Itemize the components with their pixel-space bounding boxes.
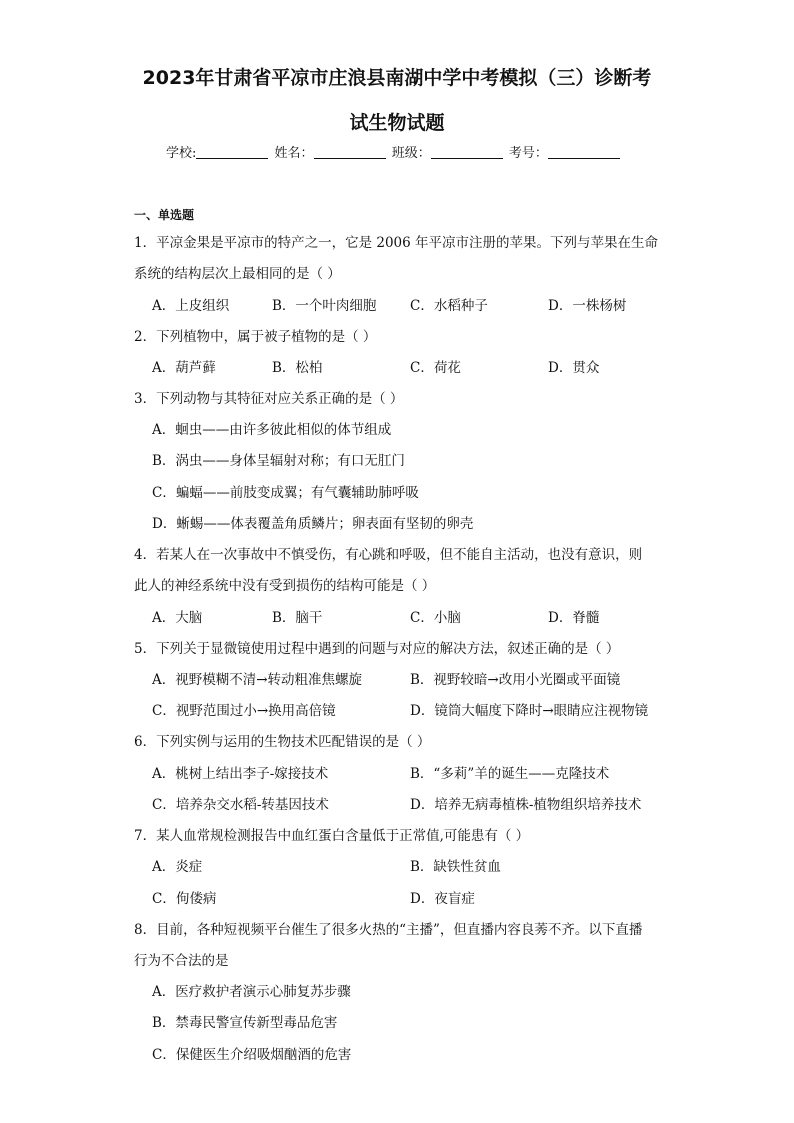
section-heading: 一、单选题 [134,208,195,222]
question-1-option-c: C．水稻种子 [410,298,488,314]
question-4-option-d: D．脊髓 [548,610,600,626]
question-2-option-c: C．荷花 [410,360,461,376]
question-7-option-c: C．佝偻病 [152,891,217,907]
question-8-option-a: A．医疗救护者演示心肺复苏步骤 [152,984,351,1000]
question-7-option-b: B．缺铁性贫血 [410,859,501,875]
question-2-option-b: B．松柏 [272,360,323,376]
question-3-option-b: B．涡虫——身体呈辐射对称；有口无肛门 [152,453,405,469]
question-2-option-a: A．葫芦藓 [152,360,216,376]
question-4-option-a: A．大脑 [152,610,203,626]
number-label: 考号： [508,146,548,161]
question-6-option-d: D．培养无病毒植株-植物组织培养技术 [410,797,642,813]
question-7-option-d: D．夜盲症 [410,891,475,907]
question-6-line-1: 6．下列实例与运用的生物技术匹配错误的是（ ） [134,734,431,750]
question-5-option-b: B．视野较暗→改用小光圈或平面镜 [410,672,621,688]
question-8-line-2: 行为不合法的是 [134,953,229,969]
question-2-option-d: D．贯众 [548,360,600,376]
page-title-line2: 试生物试题 [349,112,445,134]
question-3-line-1: 3．下列动物与其特征对应关系正确的是（ ） [134,391,404,407]
question-6-option-c: C．培养杂交水稻-转基因技术 [152,797,329,813]
school-label: 学校: [166,146,197,161]
question-4-line-1: 4．若某人在一次事故中不慎受伤，有心跳和呼吸，但不能自主活动，也没有意识，则 [134,547,643,563]
page-title-line1: 2023年甘肃省平凉市庄浪县南湖中学中考模拟（三）诊断考 [142,67,652,89]
question-1-option-d: D．一株杨树 [548,298,627,314]
question-8-option-c: C．保健医生介绍吸烟酗酒的危害 [152,1047,352,1063]
question-1-option-a: A．上皮组织 [152,298,230,314]
question-7-option-a: A．炎症 [152,859,203,875]
class-label: 班级： [391,146,431,161]
question-8-option-b: B．禁毒民警宣传新型毒品危害 [152,1015,338,1031]
school-blank [196,145,268,159]
question-6-option-a: A．桃树上结出李子-嫁接技术 [152,766,329,782]
question-2-line-1: 2．下列植物中，属于被子植物的是（ ） [134,329,377,345]
question-5-option-c: C．视野范围过小→换用高倍镜 [152,703,336,719]
question-6-option-b: B．“多莉”羊的诞生——克隆技术 [410,766,610,782]
question-3-option-d: D．蜥蜴——体表覆盖角质鳞片；卵表面有坚韧的卵壳 [152,516,474,532]
question-5-option-a: A．视野模糊不清→转动粗准焦螺旋 [152,672,363,688]
question-3-option-c: C．蝙蝠——前肢变成翼；有气囊辅助肺呼吸 [152,485,419,501]
name-blank [314,145,386,159]
question-1-option-b: B．一个叶肉细胞 [272,298,377,314]
question-3-option-a: A．蛔虫——由许多彼此相似的体节组成 [152,422,392,438]
student-info-row [166,145,622,163]
question-1-line-1: 1．平凉金果是平凉市的特产之一，它是 2006 年平凉市注册的苹果。下列与苹果在生命 [134,235,659,251]
question-7-line-1: 7．某人血常规检测报告中血红蛋白含量低于正常值,可能患有（ ） [134,828,530,844]
question-1-line-2: 系统的结构层次上最相同的是（ ） [134,266,341,282]
question-4-option-c: C．小脑 [410,610,461,626]
question-5-option-d: D．镜筒大幅度下降时→眼睛应注视物镜 [410,703,649,719]
question-8-line-1: 8．目前，各种短视频平台催生了很多火热的“主播”，但直播内容良莠不齐。以下直播 [134,922,643,938]
class-blank [431,145,503,159]
number-blank [548,145,620,159]
question-4-line-2: 此人的神经系统中没有受到损伤的结构可能是（ ） [134,578,436,594]
question-5-line-1: 5．下列关于显微镜使用过程中遇到的问题与对应的解决方法，叙述正确的是（ ） [134,641,620,657]
question-4-option-b: B．脑干 [272,610,323,626]
name-label: 姓名： [274,146,314,161]
